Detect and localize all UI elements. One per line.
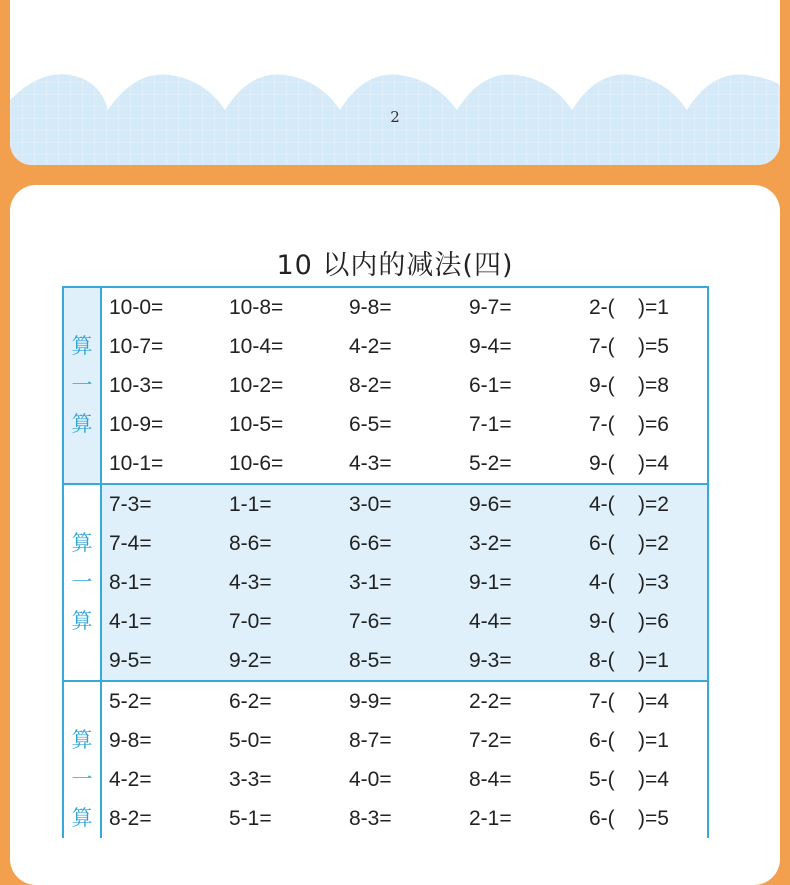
exercise-block-1 [64,288,707,483]
exercise-rows [102,485,707,680]
equation-cell: 9-( )=6 [589,609,669,633]
equation-cell: 7-( )=4 [589,689,669,713]
equation-cell: 8-2= [349,373,392,397]
side-label [64,288,102,483]
exercise-row [102,682,707,721]
equation-cell: 3-1= [349,570,392,594]
side-label-char: 算 [71,806,93,830]
equation-cell: 4-4= [469,609,512,633]
equation-cell: 9-6= [469,492,512,516]
equation-cell: 10-6= [229,451,284,475]
exercise-row [102,563,707,602]
equation-cell: 4-( )=2 [589,492,669,516]
equation-cell: 2-2= [469,689,512,713]
equation-cell: 6-( )=5 [589,806,669,830]
equation-cell: 2-( )=1 [589,295,669,319]
equation-cell: 4-3= [349,451,392,475]
equation-cell: 5-2= [469,451,512,475]
equation-cell: 7-3= [109,492,152,516]
equation-cell: 8-5= [349,648,392,672]
equation-cell: 8-4= [469,767,512,791]
equation-cell: 10-5= [229,412,284,436]
equation-cell: 8-7= [349,728,392,752]
side-label-char: 一 [71,570,93,594]
equation-cell: 6-6= [349,531,392,555]
equation-cell: 8-2= [109,806,152,830]
equation-cell: 4-( )=3 [589,570,669,594]
side-label-char: 算 [71,531,93,555]
equation-cell: 7-( )=5 [589,334,669,358]
exercise-row [102,485,707,524]
equation-cell: 9-7= [469,295,512,319]
equation-cell: 10-7= [109,334,164,358]
equation-cell: 3-3= [229,767,272,791]
equation-cell: 10-1= [109,451,164,475]
equation-cell: 4-1= [109,609,152,633]
exercise-row [102,799,707,838]
equation-cell: 9-3= [469,648,512,672]
exercise-rows [102,682,707,838]
equation-cell: 7-1= [469,412,512,436]
side-label-char: 算 [71,728,93,752]
equation-cell: 7-( )=6 [589,412,669,436]
exercise-rows [102,288,707,483]
equation-cell: 6-5= [349,412,392,436]
equation-cell: 5-0= [229,728,272,752]
exercise-row [102,366,707,405]
equation-cell: 7-0= [229,609,272,633]
exercise-row [102,444,707,483]
equation-cell: 10-3= [109,373,164,397]
equation-cell: 9-8= [109,728,152,752]
exercise-row [102,327,707,366]
previous-page-card [10,0,780,165]
equation-cell: 2-1= [469,806,512,830]
equation-cell: 6-( )=1 [589,728,669,752]
equation-cell: 9-9= [349,689,392,713]
equation-cell: 4-3= [229,570,272,594]
exercise-row [102,288,707,327]
equation-cell: 4-2= [349,334,392,358]
exercise-table [62,286,709,838]
equation-cell: 4-2= [109,767,152,791]
equation-cell: 9-( )=8 [589,373,669,397]
equation-cell: 1-1= [229,492,272,516]
side-label-char: 一 [71,767,93,791]
equation-cell: 6-( )=2 [589,531,669,555]
side-label-char: 算 [71,609,93,633]
equation-cell: 9-2= [229,648,272,672]
equation-cell: 9-8= [349,295,392,319]
equation-cell: 8-1= [109,570,152,594]
equation-cell: 5-1= [229,806,272,830]
exercise-block-3 [64,680,707,838]
exercise-row [102,760,707,799]
exercise-row [102,602,707,641]
equation-cell: 10-0= [109,295,164,319]
equation-cell: 5-2= [109,689,152,713]
side-label [64,485,102,680]
equation-cell: 10-9= [109,412,164,436]
equation-cell: 10-2= [229,373,284,397]
page-number: 2 [390,108,400,126]
equation-cell: 9-4= [469,334,512,358]
equation-cell: 9-( )=4 [589,451,669,475]
side-label [64,682,102,838]
equation-cell: 6-1= [469,373,512,397]
equation-cell: 9-5= [109,648,152,672]
equation-cell: 5-( )=4 [589,767,669,791]
exercise-row [102,405,707,444]
equation-cell: 9-1= [469,570,512,594]
exercise-block-2 [64,483,707,680]
exercise-row [102,641,707,680]
equation-cell: 7-4= [109,531,152,555]
side-label-char: 算 [71,412,93,436]
equation-cell: 10-8= [229,295,284,319]
equation-cell: 8-6= [229,531,272,555]
exercise-row [102,721,707,760]
exercise-row [102,524,707,563]
equation-cell: 8-( )=1 [589,648,669,672]
equation-cell: 10-4= [229,334,284,358]
equation-cell: 7-6= [349,609,392,633]
equation-cell: 8-3= [349,806,392,830]
worksheet-page [10,185,780,885]
equation-cell: 7-2= [469,728,512,752]
side-label-char: 一 [71,373,93,397]
page-title: 10 以内的减法(四) [276,250,514,281]
side-label-char: 算 [71,334,93,358]
equation-cell: 3-0= [349,492,392,516]
equation-cell: 4-0= [349,767,392,791]
equation-cell: 6-2= [229,689,272,713]
equation-cell: 3-2= [469,531,512,555]
